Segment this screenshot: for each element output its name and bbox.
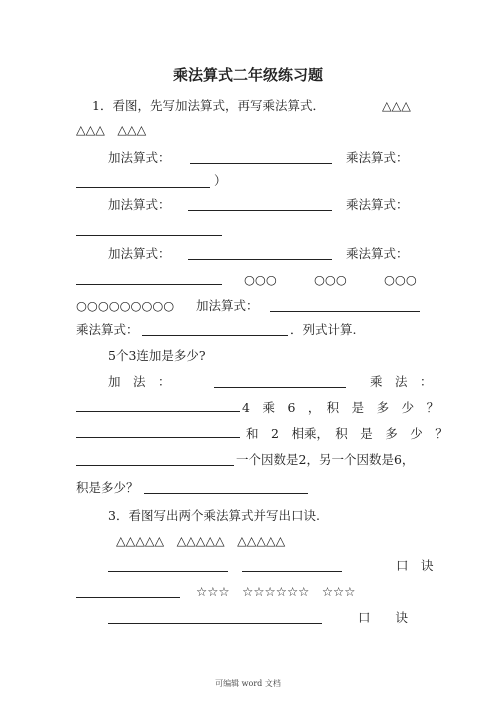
answer-blank (188, 210, 332, 211)
koujue-label-1: 口 诀 (396, 558, 434, 573)
answer-blank (190, 163, 332, 164)
answer-blank (76, 235, 222, 236)
answer-blank (76, 284, 222, 285)
mul-formula-label-4: 乘法算式： (76, 322, 139, 337)
q2-question: 5个3连加是多少? (108, 348, 206, 363)
q3-instruction: 3．看图写出两个乘法算式并写出口诀. (108, 508, 320, 523)
answer-blank (76, 437, 240, 438)
q3-triangles: △△△△△ △△△△△ △△△△△ (116, 533, 286, 548)
q2-question-a: 4 乘 6 ， 积 是 多 少 ？ (242, 400, 440, 415)
q2-question-c: 一个因数是2，另一个因数是6， (236, 452, 415, 467)
q3-stars: ☆☆☆ ☆☆☆☆☆☆ ☆☆☆ (196, 584, 356, 599)
q2-question-b: 和 2 相乘， 积 是 多 少 ？ (246, 426, 448, 441)
answer-blank (76, 187, 210, 188)
add-formula-label-3: 加法算式： (108, 246, 171, 261)
mul-formula-label-3: 乘法算式： (346, 246, 409, 261)
add-formula-label-1: 加法算式： (108, 150, 171, 165)
answer-blank (108, 623, 322, 624)
page-footer: 可编辑 word 文档 (215, 679, 281, 688)
q2-add-label: 加 法 ： (108, 374, 171, 389)
q1-instruction: 1．看图，先写加法算式，再写乘法算式． (92, 98, 325, 113)
answer-blank (214, 387, 346, 388)
circles-group-b: ○○○ (314, 272, 347, 287)
q1-triangles-b: △△△ △△△ (76, 122, 147, 137)
calc-instruction: ．列式计算. (290, 322, 357, 337)
answer-blank (270, 311, 420, 312)
q2-question-c-cont: 积是多少？ (76, 480, 139, 495)
add-formula-label-2: 加法算式： (108, 197, 171, 212)
mul-formula-label-1: 乘法算式： (346, 150, 409, 165)
q2-mul-label: 乘 法 ： (370, 374, 433, 389)
circles-group-a: ○○○ (244, 272, 277, 287)
circles-long: ○○○○○○○○○ (76, 298, 175, 313)
koujue-label-2: 口 诀 (358, 610, 409, 625)
circles-group-c: ○○○ (384, 272, 417, 287)
page-title: 乘法算式二年级练习题 (172, 66, 323, 84)
answer-blank (76, 597, 180, 598)
answer-blank (76, 411, 240, 412)
answer-blank (188, 259, 332, 260)
answer-blank (76, 465, 234, 466)
answer-blank (242, 571, 342, 572)
answer-blank (144, 493, 308, 494)
close-paren: ） (214, 173, 227, 188)
answer-blank (142, 335, 288, 336)
mul-formula-label-2: 乘法算式： (346, 197, 409, 212)
q1-triangles-a: △△△ (382, 98, 411, 113)
add-formula-label-4: 加法算式： (196, 298, 259, 313)
answer-blank (108, 571, 228, 572)
